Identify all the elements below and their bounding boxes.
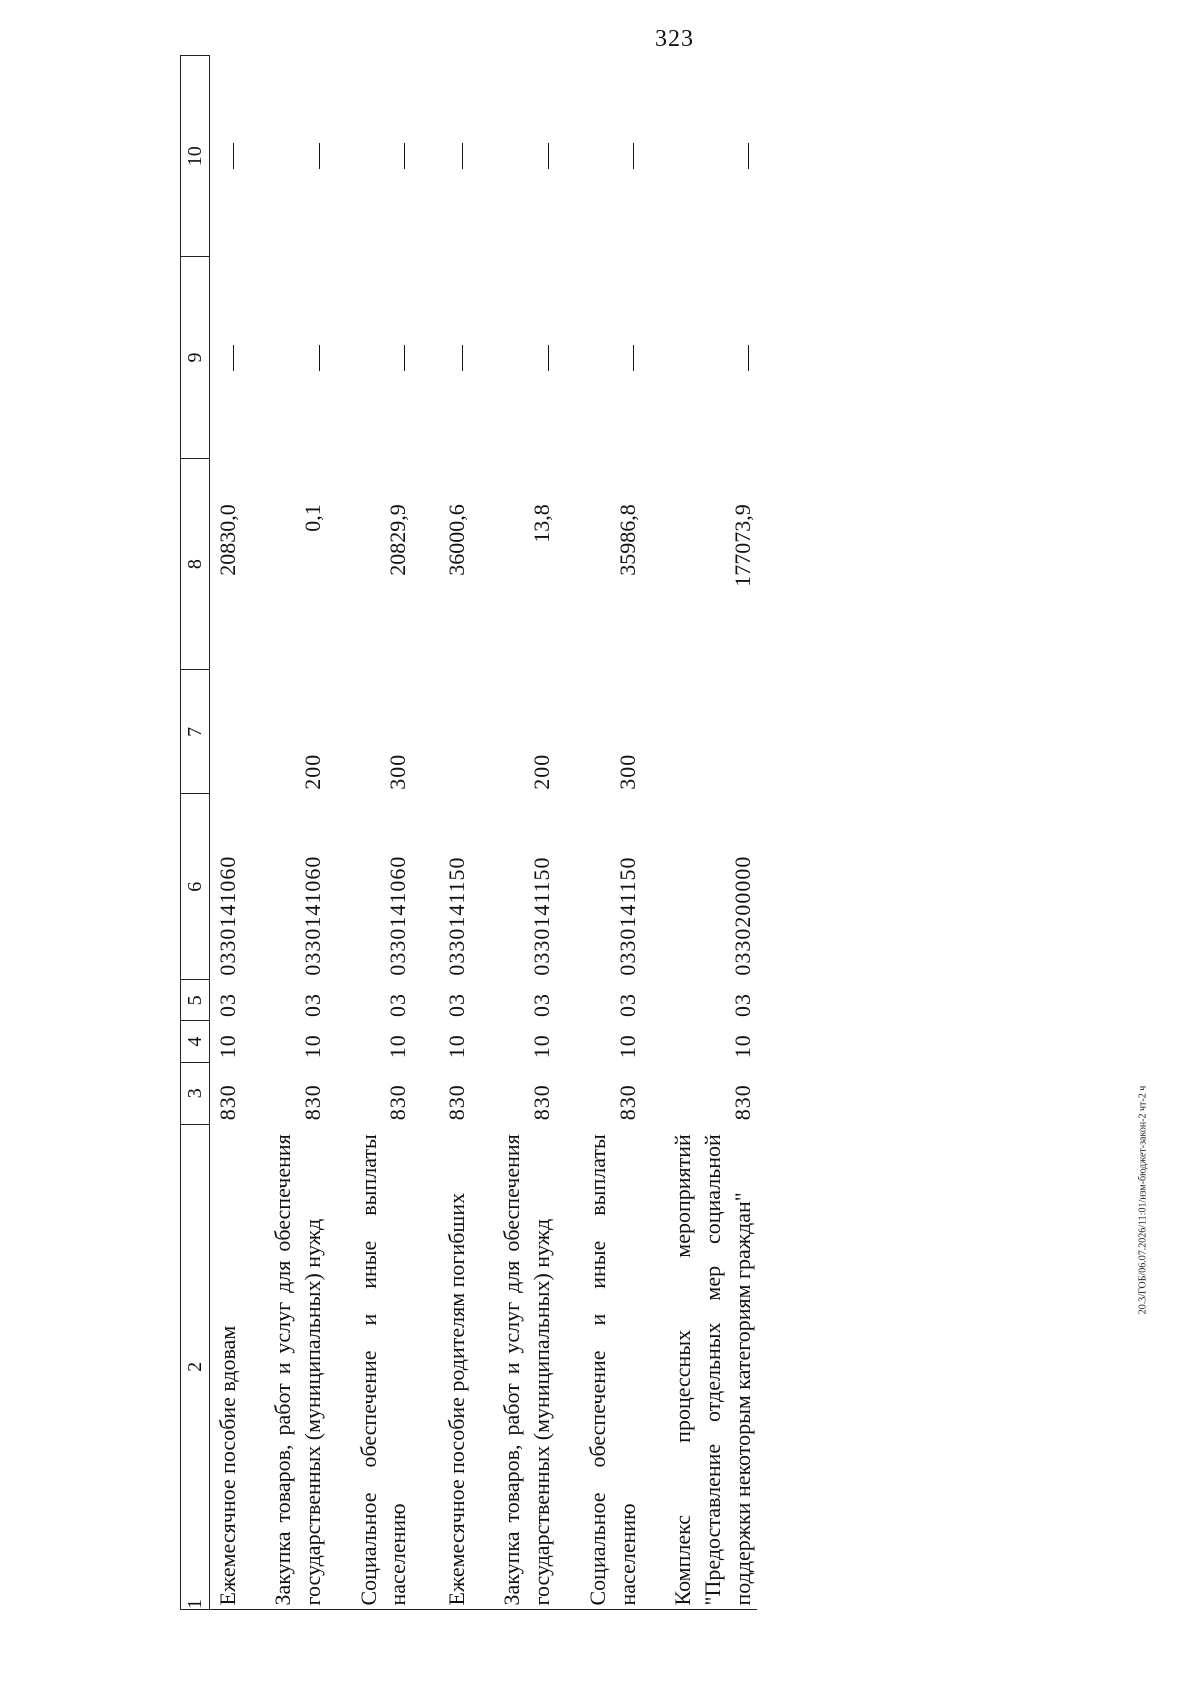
cell-col-5: 03 xyxy=(300,992,326,1017)
cell-col-8: 35986,8 xyxy=(614,504,640,576)
cell-col-3: 830 xyxy=(529,1084,555,1121)
cell-col-7 xyxy=(668,670,757,794)
cell-col-8: 36000,6 xyxy=(443,504,469,576)
row-spacer xyxy=(413,56,439,1610)
row-spacer xyxy=(642,56,668,1610)
dash-mark xyxy=(747,143,749,169)
cell-col-6: 0330141150 xyxy=(529,856,555,976)
cell-col-9 xyxy=(210,257,243,458)
cell-col-4: 10 xyxy=(614,1034,640,1059)
page-number: 323 xyxy=(655,26,694,52)
cell-col-7 xyxy=(210,670,243,794)
dash-mark xyxy=(461,345,463,371)
cell-col-7: 300 xyxy=(385,753,411,790)
row-spacer xyxy=(557,56,583,1610)
cell-col-4: 10 xyxy=(300,1034,326,1059)
cell-col-10 xyxy=(210,56,243,257)
cell-col-3: 830 xyxy=(214,1084,240,1121)
cell-col-4: 10 xyxy=(529,1034,555,1059)
table-header xyxy=(181,56,210,1610)
dash-mark xyxy=(317,143,319,169)
header-col-9: 9 xyxy=(181,257,210,458)
cell-col-3: 830 xyxy=(300,1084,326,1121)
cell-col-5: 03 xyxy=(385,992,411,1017)
cell-col-9 xyxy=(668,257,757,458)
cell-col-4: 10 xyxy=(214,1034,240,1059)
cell-col-3: 830 xyxy=(385,1084,411,1121)
cell-col-10 xyxy=(439,56,471,257)
cell-col-6: 0330200000 xyxy=(729,855,755,976)
dash-mark xyxy=(461,143,463,169)
dash-mark xyxy=(403,345,405,371)
spacer-cell xyxy=(642,56,668,1610)
header-col-3: 3 xyxy=(181,1062,210,1124)
cell-col-6: 0330141150 xyxy=(614,856,640,976)
cell-col-9 xyxy=(497,257,556,458)
cell-col-4: 10 xyxy=(385,1034,411,1059)
table-row xyxy=(668,56,757,1610)
cell-name: Социальное обеспечение и иные выплаты населению xyxy=(584,1134,640,1606)
cell-col-8: 20830,0 xyxy=(214,504,240,576)
row-spacer xyxy=(471,56,497,1610)
cell-col-5: 03 xyxy=(443,992,469,1017)
table-row xyxy=(268,56,327,1610)
cell-col-3: 830 xyxy=(729,1084,755,1121)
header-col-7: 7 xyxy=(181,670,210,794)
cell-col-7: 200 xyxy=(529,753,555,790)
budget-table xyxy=(180,55,757,1610)
cell-col-3: 830 xyxy=(614,1084,640,1121)
spacer-cell xyxy=(557,56,583,1610)
dash-mark xyxy=(232,143,234,169)
cell-col-7: 300 xyxy=(614,753,640,790)
dash-mark xyxy=(403,143,405,169)
cell-col-9 xyxy=(268,257,327,458)
dash-mark xyxy=(747,345,749,371)
cell-name: Ежемесячное пособие вдовам xyxy=(214,1325,240,1606)
header-col-4: 4 xyxy=(181,1021,210,1062)
row-spacer xyxy=(242,56,268,1610)
cell-col-8: 20829,9 xyxy=(385,504,411,576)
spacer-cell xyxy=(242,56,268,1610)
cell-name: Закупка товаров, работ и услуг для обеспечения государственных (муниципальных) нужд xyxy=(270,1134,326,1606)
cell-col-6: 0330141060 xyxy=(300,855,326,976)
spacer-cell xyxy=(328,56,354,1610)
cell-col-10 xyxy=(268,56,327,257)
table-row xyxy=(439,56,471,1610)
spacer-cell xyxy=(471,56,497,1610)
row-spacer xyxy=(328,56,354,1610)
dash-mark xyxy=(632,345,634,371)
table-row xyxy=(354,56,413,1610)
dash-mark xyxy=(232,345,234,371)
cell-col-9 xyxy=(583,257,642,458)
cell-col-5: 03 xyxy=(614,992,640,1017)
cell-name: Закупка товаров, работ и услуг для обеспечения государственных (муниципальных) нужд xyxy=(499,1134,555,1606)
cell-col-8: 177073,9 xyxy=(729,504,755,587)
cell-col-6: 0330141150 xyxy=(443,856,469,976)
cell-col-10 xyxy=(668,56,757,257)
dash-mark xyxy=(632,143,634,169)
dash-mark xyxy=(317,345,319,371)
cell-col-6: 0330141060 xyxy=(385,855,411,976)
cell-name: Комплекс процессных мероприятий "Предоставление отдельных мер социальной поддержки некоторым категориям граждан" xyxy=(670,1134,755,1606)
cell-col-3: 830 xyxy=(443,1084,469,1121)
cell-col-8: 13,8 xyxy=(529,504,555,543)
cell-col-6: 0330141060 xyxy=(214,855,240,976)
header-row: 1 2 3 4 5 6 7 8 9 10 xyxy=(181,56,210,1610)
cell-col-4: 10 xyxy=(443,1034,469,1059)
header-col-6: 6 xyxy=(181,794,210,980)
cell-col-5: 03 xyxy=(729,992,755,1017)
cell-col-10 xyxy=(354,56,413,257)
cell-name: Социальное обеспечение и иные выплаты населению xyxy=(355,1134,411,1606)
cell-col-5: 03 xyxy=(529,992,555,1017)
header-col-5: 5 xyxy=(181,980,210,1021)
cell-col-9 xyxy=(439,257,471,458)
cell-col-7: 200 xyxy=(300,753,326,790)
cell-col-7 xyxy=(439,670,471,794)
document-footer-code: 20.3/ГОБ/06.07.2026/11:01/изм-бюджет-закон-2 чт-2 ч xyxy=(1137,1085,1149,1315)
header-col-2: 2 xyxy=(181,1124,210,1609)
cell-col-10 xyxy=(583,56,642,257)
dash-mark xyxy=(546,345,548,371)
table-body xyxy=(210,56,758,1610)
cell-col-9 xyxy=(354,257,413,458)
table-row xyxy=(583,56,642,1610)
header-col-10: 10 xyxy=(181,56,210,257)
cell-name: Ежемесячное пособие родителям погибших xyxy=(443,1192,469,1606)
rotated-table-container xyxy=(180,0,1200,1610)
header-col-8: 8 xyxy=(181,458,210,670)
table-row xyxy=(210,56,243,1610)
cell-col-5: 03 xyxy=(214,992,240,1017)
table-row xyxy=(497,56,556,1610)
spacer-cell xyxy=(413,56,439,1610)
cell-col-4: 10 xyxy=(729,1034,755,1059)
dash-mark xyxy=(546,143,548,169)
cell-col-10 xyxy=(497,56,556,257)
cell-col-8: 0,1 xyxy=(300,504,326,532)
